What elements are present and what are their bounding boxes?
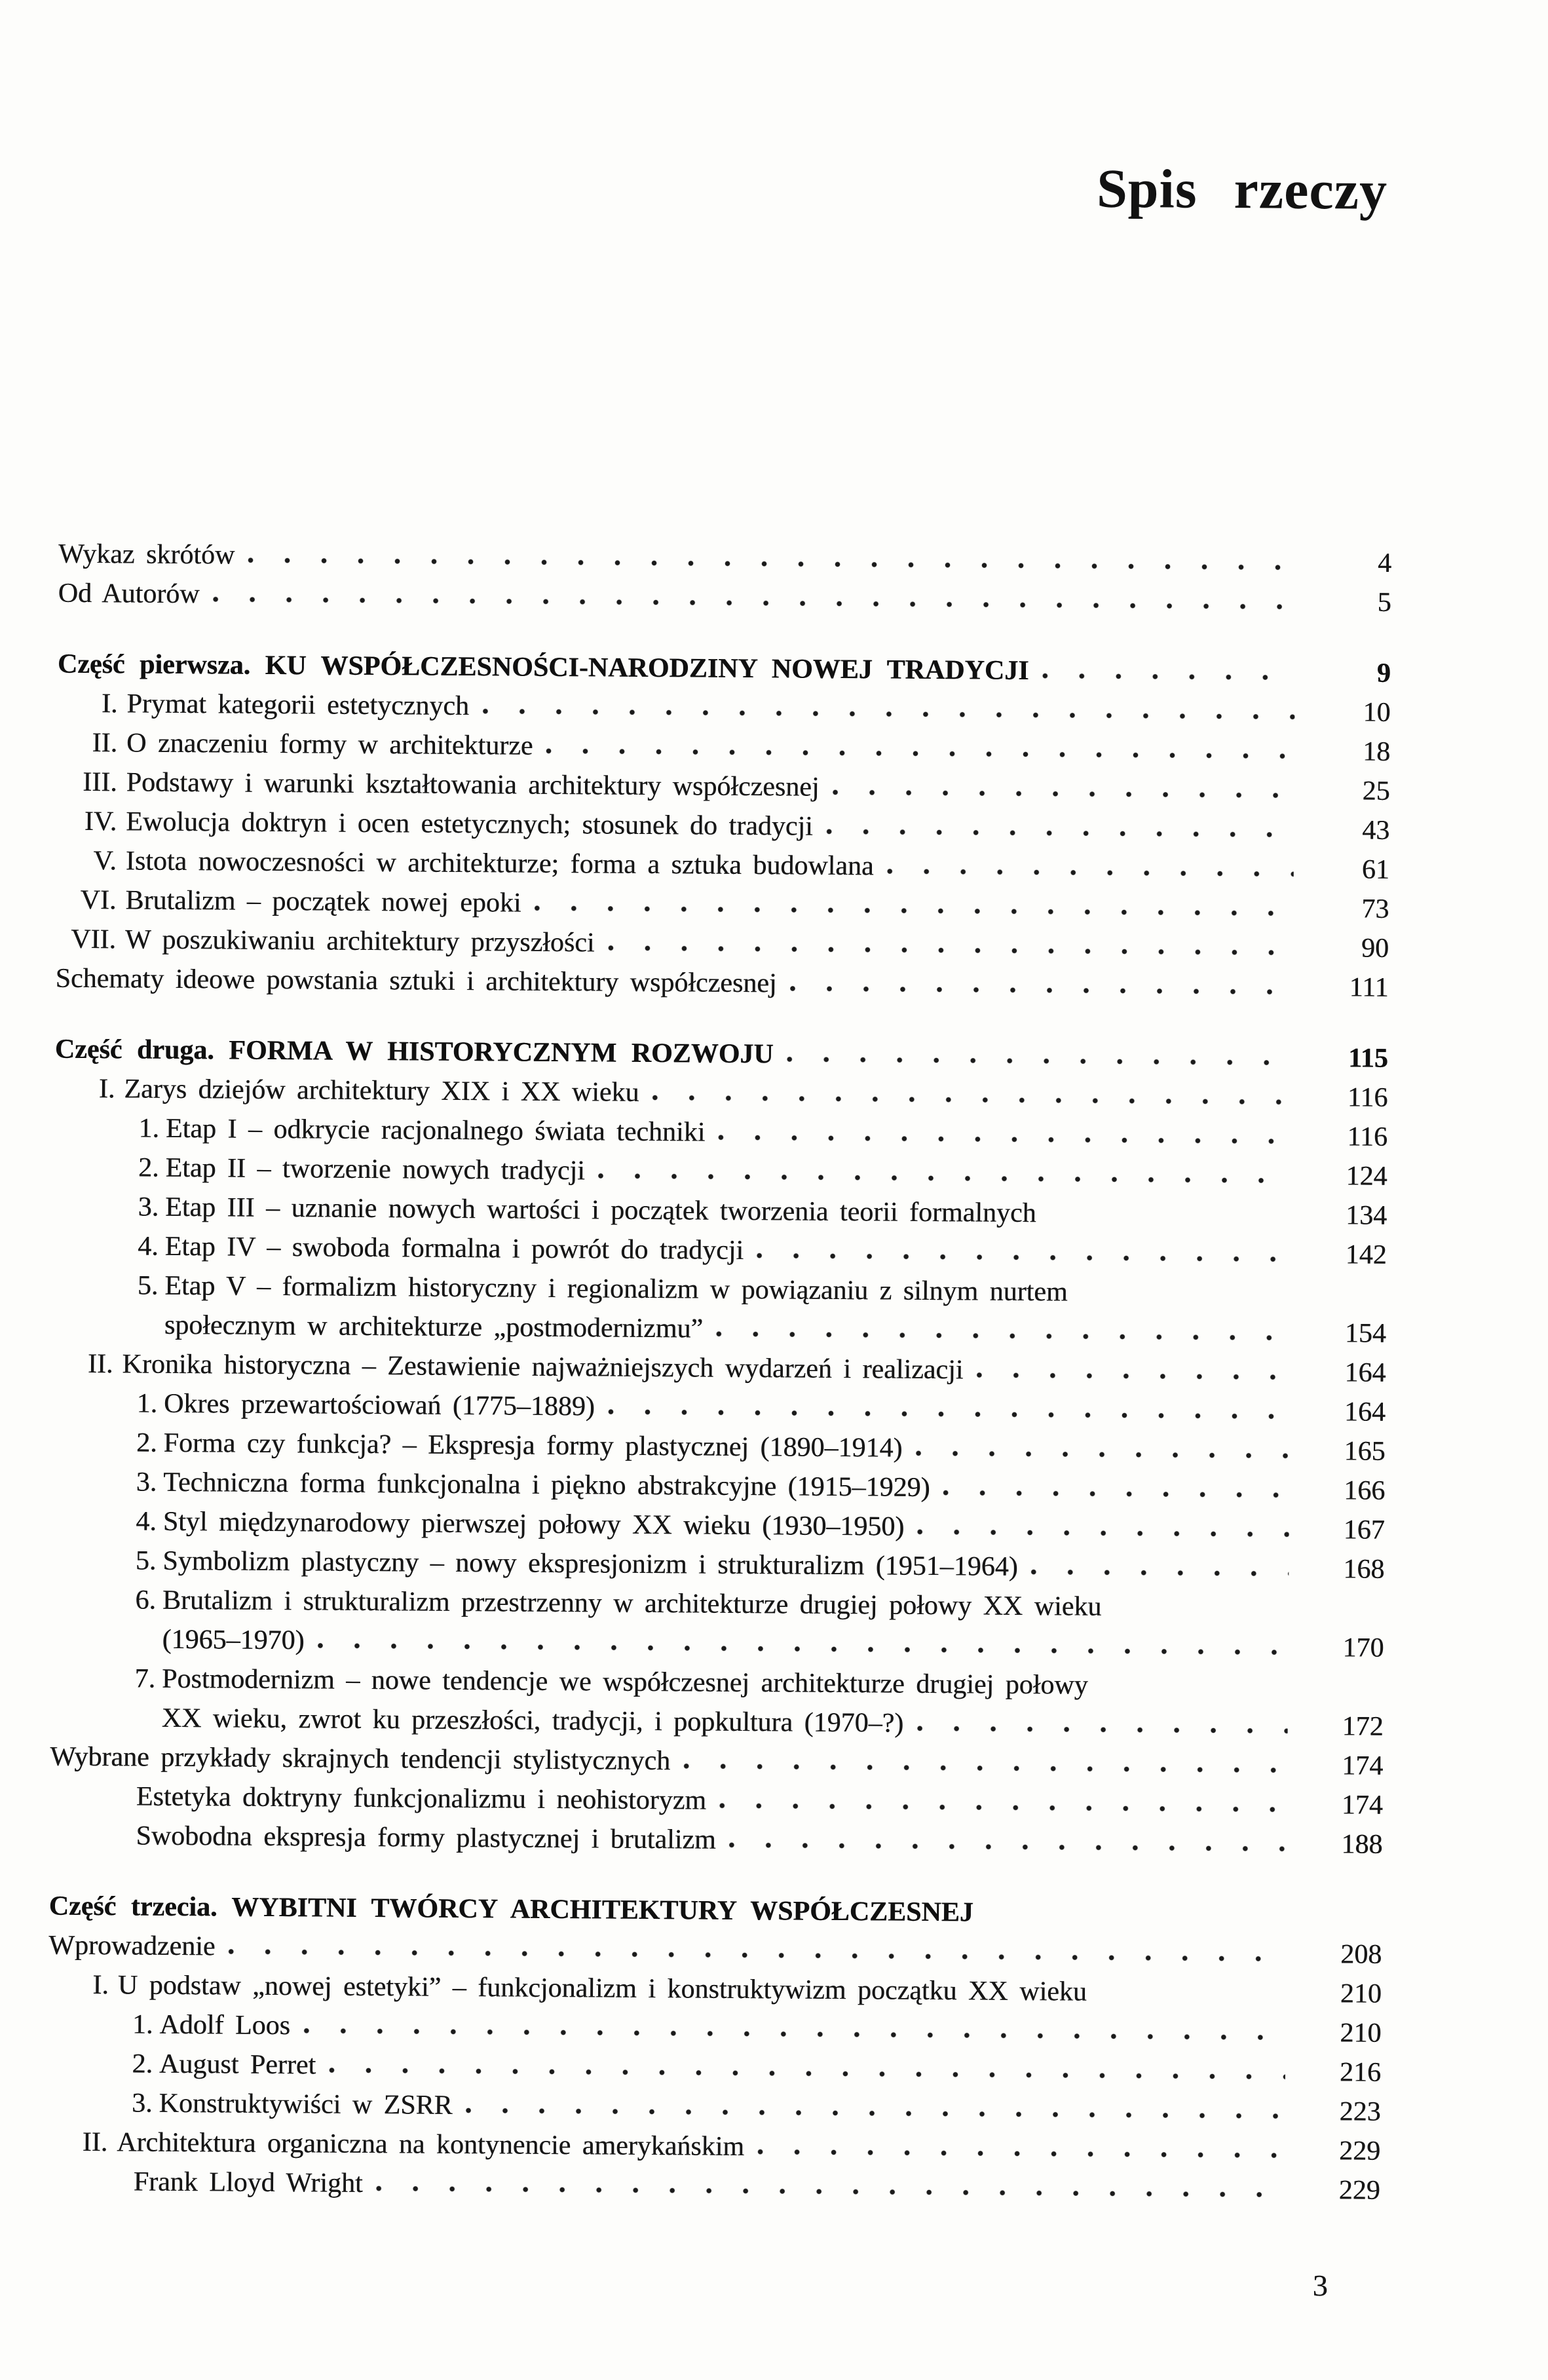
toc-entry-number: VI. xyxy=(80,884,117,916)
toc-entry-title: Estetyka doktryny funkcjonalizmu i neohistoryzm xyxy=(136,1781,707,1816)
toc-entry-title: Konstruktywiści w ZSRR xyxy=(159,2088,453,2121)
dot-leader xyxy=(534,905,1293,917)
dot-leader xyxy=(1031,1569,1289,1577)
toc-entry-page: 73 xyxy=(1361,894,1389,924)
toc-entry-title: Brutalizm i strukturalizm przestrzenny w architekturze drugiej połowy XX wieku xyxy=(162,1585,1102,1622)
toc-entry-page: 210 xyxy=(1340,1978,1382,2009)
toc-entry-number: 3. xyxy=(131,2088,153,2119)
dot-leader xyxy=(718,1135,1292,1145)
toc-entry-page xyxy=(1305,1695,1384,1696)
toc-entry-title: Schematy ideowe powstania sztuki i architektury współczesnej xyxy=(55,963,777,999)
toc-entry-title: Wykaz skrótów xyxy=(58,538,235,571)
toc-entry-title: Okres przewartościowań (1775–1889) xyxy=(163,1388,595,1422)
toc-entry-number xyxy=(47,2190,124,2191)
toc-entry-number: I. xyxy=(101,689,118,719)
dot-leader xyxy=(1042,673,1294,681)
dot-leader xyxy=(917,1529,1289,1538)
dot-leader xyxy=(789,985,1293,995)
toc-entry-page: 174 xyxy=(1342,1750,1384,1781)
toc-entry-number: 1. xyxy=(138,1113,160,1144)
dot-leader xyxy=(1049,1215,1292,1224)
dot-leader xyxy=(607,945,1293,956)
toc-entry-page xyxy=(1308,1302,1386,1303)
toc-entry-number: 7. xyxy=(134,1663,156,1694)
toc-entry-page: 111 xyxy=(1349,972,1389,1003)
toc-entry-title: XX wieku, zwrot ku przeszłości, tradycji, i popkultura (1970–?) xyxy=(161,1703,904,1739)
toc-entry-page: 134 xyxy=(1345,1200,1388,1231)
toc-list xyxy=(47,535,1392,2210)
dot-leader xyxy=(719,1803,1287,1813)
toc-entry-number: 4. xyxy=(138,1231,159,1262)
toc-entry-page: 229 xyxy=(1338,2136,1381,2166)
dot-leader xyxy=(1101,1688,1288,1695)
toc-entry-number: I. xyxy=(92,1970,109,2001)
toc-entry-page xyxy=(1304,1923,1382,1924)
toc-entry-number: 5. xyxy=(137,1270,159,1301)
toc-entry-title: Wprowadzenie xyxy=(48,1930,216,1962)
dot-leader xyxy=(916,1726,1288,1735)
toc-entry-title: August Perret xyxy=(159,2049,316,2081)
toc-entry-page: 188 xyxy=(1341,1829,1383,1860)
toc-entry-title: Część pierwsza. KU WSPÓŁCZESNOŚCI-NARODZINY NOWEJ TRADYCJI xyxy=(57,649,1029,686)
toc-entry-title: Techniczna forma funkcjonalna i piękno abstrakcyjne (1915–1929) xyxy=(163,1467,930,1503)
toc-entry-title: Etap IV – swoboda formalna i powrót do tradycji xyxy=(164,1231,744,1266)
toc-entry-title: Kronika historyczna – Zestawienie najważniejszych wydarzeń i realizacji xyxy=(122,1349,964,1386)
toc-entry-title: O znaczeniu formy w architekturze xyxy=(126,728,533,761)
toc-entry-title: Postmodernizm – nowe tendencje we współczesnej architekturze drugiej połowy xyxy=(161,1663,1088,1701)
toc-entry-number: 2. xyxy=(136,1427,157,1458)
toc-entry-page: 164 xyxy=(1344,1397,1386,1427)
toc-entry-page: 124 xyxy=(1346,1161,1388,1192)
dot-leader xyxy=(598,1173,1292,1184)
toc-entry-page: 154 xyxy=(1344,1318,1386,1349)
toc-entry-page: 90 xyxy=(1361,933,1389,964)
toc-entry-number: II. xyxy=(92,728,118,759)
toc-entry-page: 116 xyxy=(1347,1082,1388,1113)
toc-entry-number: I. xyxy=(98,1074,115,1105)
toc-entry-title: Etap II – tworzenie nowych tradycji xyxy=(165,1152,585,1186)
toc-entry-number: V. xyxy=(93,846,117,877)
toc-entry-page: 4 xyxy=(1377,548,1392,578)
toc-entry-page: 116 xyxy=(1347,1122,1388,1152)
toc-entry-page: 210 xyxy=(1340,2018,1382,2049)
toc-entry xyxy=(55,959,1388,1008)
dot-leader xyxy=(826,829,1294,839)
dot-leader xyxy=(787,1056,1293,1066)
toc-entry-page: 164 xyxy=(1344,1357,1386,1388)
dot-leader xyxy=(832,789,1294,799)
dot-leader xyxy=(228,1949,1286,1963)
toc-entry-number: 2. xyxy=(132,2049,153,2079)
toc-entry-page: 115 xyxy=(1348,1043,1388,1074)
dot-leader xyxy=(943,1490,1289,1499)
toc-entry-title: Etap I – odkrycie racjonalnego świata techniki xyxy=(165,1113,706,1148)
dot-leader xyxy=(482,708,1295,721)
toc-entry-page: 168 xyxy=(1343,1554,1385,1585)
dot-leader xyxy=(1100,1994,1286,2002)
toc-entry-page: 142 xyxy=(1345,1239,1387,1270)
toc-entry-page: 174 xyxy=(1341,1790,1383,1821)
toc-entry-page: 18 xyxy=(1362,736,1391,767)
toc-entry-number xyxy=(53,1333,158,1334)
dot-leader xyxy=(212,596,1295,611)
toc-entry-title: Styl międzynarodowy pierwszej połowy XX wieku (1930–1950) xyxy=(162,1506,905,1542)
toc-entry-page: 229 xyxy=(1338,2175,1380,2206)
toc-entry-page: 223 xyxy=(1339,2096,1381,2127)
toc-entry-title: Prymat kategorii estetycznych xyxy=(126,689,470,722)
toc-entry-number: 1. xyxy=(132,2009,153,2040)
toc-entry-number: 4. xyxy=(136,1506,157,1537)
toc-entry-title: Frank Lloyd Wright xyxy=(133,2166,363,2199)
toc-entry-number: VII. xyxy=(71,924,117,955)
toc-entry-page: 61 xyxy=(1361,854,1389,885)
dot-leader xyxy=(466,2107,1285,2120)
toc-entry-title: Etap V – formalizm historyczny i regionalizm w powiązaniu z silnym nurtem xyxy=(164,1270,1068,1308)
toc-entry-number xyxy=(49,1844,126,1845)
toc-entry-page: 166 xyxy=(1344,1475,1386,1506)
dot-leader xyxy=(546,748,1294,760)
dot-leader xyxy=(683,1763,1287,1773)
dot-leader xyxy=(375,2185,1284,2199)
toc-entry-title: (1965–1970) xyxy=(162,1624,305,1656)
toc-entry-number xyxy=(50,1726,155,1727)
toc-entry-page: 10 xyxy=(1363,697,1391,728)
dot-leader xyxy=(915,1450,1289,1460)
toc-entry-title: Swobodna ekspresja formy plastycznej i brutalizm xyxy=(136,1821,716,1855)
toc-entry-page: 172 xyxy=(1342,1711,1384,1742)
toc-entry-title: Forma czy funkcja? – Ekspresja formy plastycznej (1890–1914) xyxy=(163,1427,903,1464)
toc-entry-title: U podstaw „nowej estetyki” – funkcjonalizm i konstruktywizm początku XX wieku xyxy=(117,1970,1087,2007)
dot-leader xyxy=(987,1915,1287,1923)
toc-entry-page: 5 xyxy=(1377,587,1391,618)
dot-leader xyxy=(976,1372,1290,1380)
toc-entry-title: Zarys dziejów architektury XIX i XX wieku xyxy=(124,1074,639,1108)
dot-leader xyxy=(317,1642,1288,1655)
dot-leader xyxy=(757,1253,1291,1263)
dot-leader xyxy=(608,1409,1290,1420)
toc-entry-number: 5. xyxy=(135,1545,157,1576)
toc-entry-title: Podstawy i warunki kształtowania architektury współczesnej xyxy=(126,767,820,803)
page-title: Spis rzeczy xyxy=(1096,158,1388,221)
toc-entry-page: 9 xyxy=(1376,658,1391,689)
toc-entry-page: 25 xyxy=(1362,776,1390,806)
toc-entry-title: społecznym w architekturze „postmodernizmu” xyxy=(164,1310,704,1344)
toc-entry-number: 3. xyxy=(138,1192,159,1222)
toc-entry-number: IV. xyxy=(84,806,117,837)
dot-leader xyxy=(729,1842,1287,1853)
dot-leader xyxy=(329,2068,1285,2081)
toc-entry-page: 167 xyxy=(1343,1515,1385,1545)
toc-entry-page: 43 xyxy=(1362,815,1390,846)
dot-leader xyxy=(886,868,1293,877)
toc-entry-title: Etap III – uznanie nowych wartości i początek tworzenia teorii formalnych xyxy=(164,1192,1036,1229)
toc-entry-title: Ewolucja doktryn i ocen estetycznych; stosunek do tradycji xyxy=(126,806,813,842)
dot-leader xyxy=(652,1095,1292,1106)
toc-entry-page: 208 xyxy=(1340,1939,1382,1970)
toc-entry-number: II. xyxy=(87,1348,113,1380)
toc-entry-number: 6. xyxy=(135,1585,157,1615)
toc-entry-number: 3. xyxy=(136,1467,157,1498)
toc-entry-title: Symbolizm plastyczny – nowy ekspresjonizm i strukturalizm (1951–1964) xyxy=(162,1545,1018,1582)
toc-entry-title: Część druga. FORMA W HISTORYCZNYM ROZWOJU xyxy=(54,1034,774,1070)
toc-entry xyxy=(58,574,1391,622)
toc-entry xyxy=(47,2162,1380,2210)
dot-leader xyxy=(1114,1609,1289,1617)
page-number: 3 xyxy=(1312,2269,1328,2303)
dot-leader xyxy=(716,1331,1291,1342)
toc-entry-title: Architektura organiczna na kontynencie amerykańskim xyxy=(117,2127,745,2163)
dot-leader xyxy=(757,2149,1285,2159)
dot-leader xyxy=(303,2028,1286,2041)
toc-entry-page: 216 xyxy=(1339,2057,1382,2088)
toc-entry-number: 2. xyxy=(138,1152,159,1183)
toc-entry-page: 165 xyxy=(1344,1436,1386,1467)
toc-entry-title: Adolf Loos xyxy=(159,2009,291,2041)
toc-entry-title: Część trzecia. WYBITNI TWÓRCY ARCHITEKTURY WSPÓŁCZESNEJ xyxy=(48,1891,973,1928)
toc-entry-title: W poszukiwaniu architektury przyszłości xyxy=(124,924,595,958)
toc-entry-title: Istota nowoczesności w architekturze; forma a sztuka budowlana xyxy=(125,846,874,882)
toc-entry-number: 1. xyxy=(136,1388,158,1419)
toc-entry xyxy=(49,1816,1382,1864)
toc-entry-title: Brutalizm – początek nowej epoki xyxy=(125,885,521,918)
toc-entry-number: III. xyxy=(83,766,117,798)
toc-entry-title: Wybrane przykłady skrajnych tendencji stylistycznych xyxy=(50,1741,671,1777)
dot-leader xyxy=(248,557,1296,571)
toc-entry-number: II. xyxy=(82,2126,108,2158)
dot-leader xyxy=(1080,1294,1291,1302)
toc-entry-page: 170 xyxy=(1342,1633,1384,1663)
toc-entry-title: Od Autorów xyxy=(58,578,200,610)
